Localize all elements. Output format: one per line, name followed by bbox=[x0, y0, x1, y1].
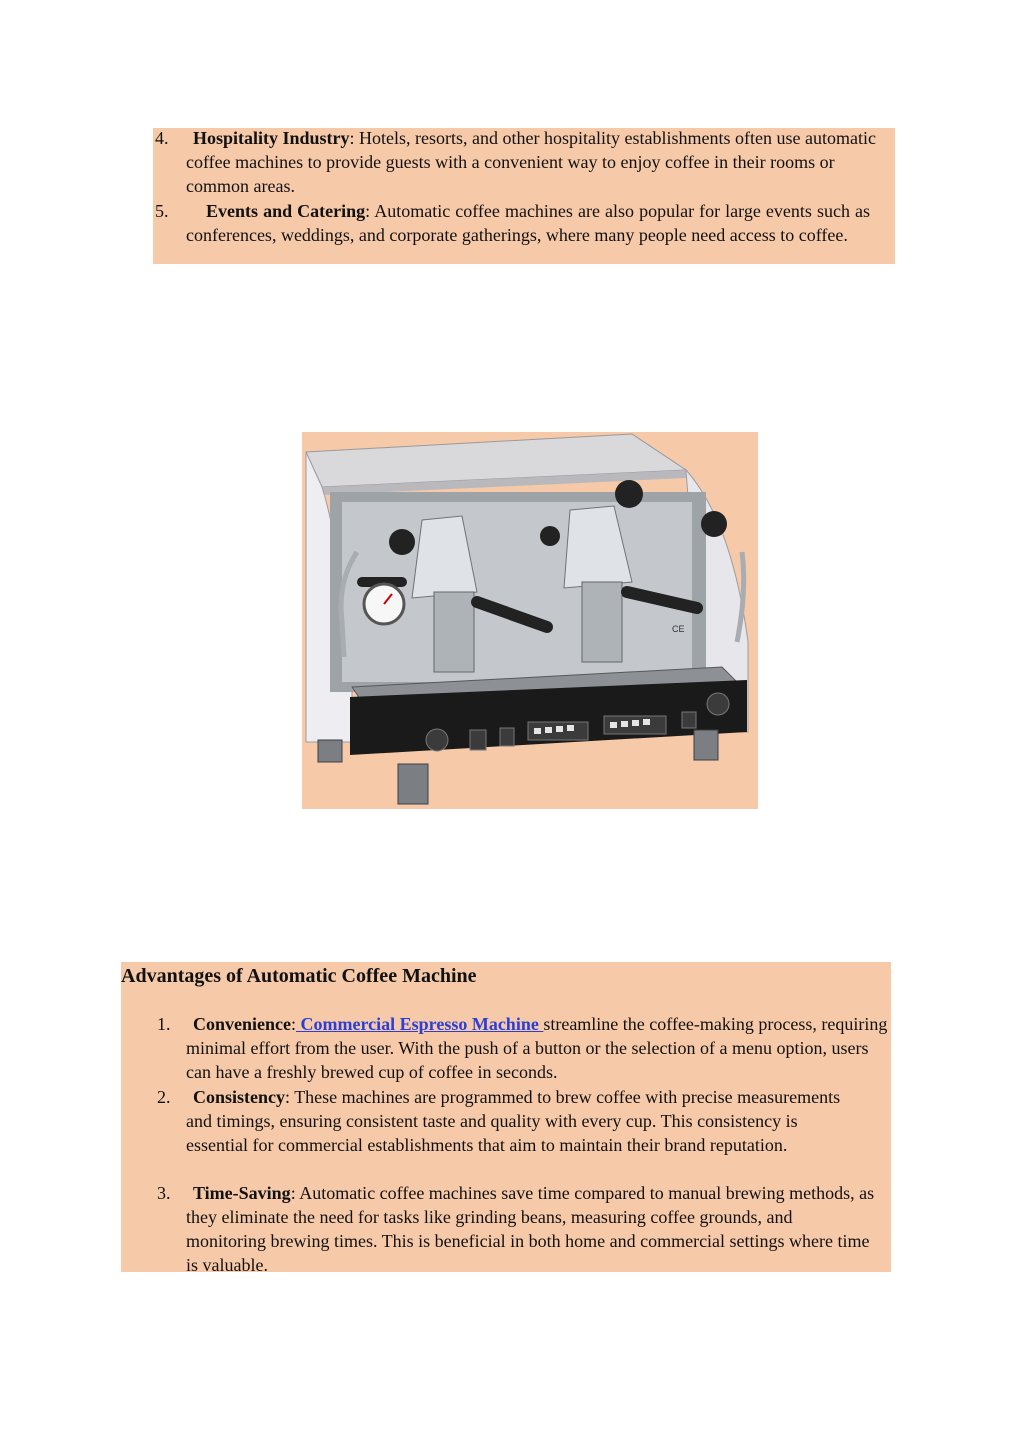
list-number: 1. bbox=[157, 1014, 171, 1034]
list-item-description: : Automatic coffee machines are also popular for large events such as conferences, weddings, and corporate gatherings, where many people need access to coffee. bbox=[186, 201, 870, 245]
commercial-espresso-machine-link[interactable]: Commercial Espresso Machine bbox=[296, 1014, 544, 1034]
list-item-term: Consistency bbox=[193, 1087, 286, 1107]
list-item-term: Convenience bbox=[193, 1014, 291, 1034]
list-item-term: Events and Catering bbox=[206, 201, 366, 221]
list-item-description: : Hotels, resorts, and other hospitality establishments often use automatic coffee machines to provide guests with a convenient way to enjoy coffee in their rooms or common areas. bbox=[186, 128, 876, 196]
list-number: 2. bbox=[157, 1087, 171, 1107]
list-number: 3. bbox=[157, 1183, 171, 1203]
list-item-text bbox=[186, 126, 891, 198]
list-item-description: : These machines are programmed to brew coffee with precise measurements and timings, ensuring consistent taste and quality with every cup. This consistency is essential for commercial establishments that aim to maintain their brand reputation. bbox=[186, 1087, 841, 1155]
list-item-text bbox=[186, 1012, 891, 1084]
list-item-text bbox=[186, 199, 870, 247]
espresso-machine-icon bbox=[302, 432, 758, 809]
list-item-text bbox=[186, 1181, 876, 1277]
list-item-term: Hospitality Industry bbox=[193, 128, 350, 148]
ce-mark: CE bbox=[672, 624, 685, 634]
espresso-machine-image bbox=[302, 432, 758, 809]
list-item-term: Time-Saving bbox=[193, 1183, 291, 1203]
section-heading: Advantages of Automatic Coffee Machine bbox=[121, 965, 477, 987]
list-item-description: : Automatic coffee machines save time compared to manual brewing methods, as they eliminate the need for tasks like grinding beans, measuring coffee grounds, and monitoring brewing times. This is beneficial in both home and commercial settings where time is valuable. bbox=[186, 1183, 875, 1275]
list-number: 4. bbox=[155, 128, 169, 148]
list-item-description: streamline the coffee-making process, requiring minimal effort from the user. With the push of a button or the selection of a menu option, users can have a freshly brewed cup of coffee in seconds. bbox=[186, 1014, 888, 1082]
list-item-colon: : bbox=[291, 1014, 297, 1034]
list-number: 5. bbox=[155, 201, 169, 221]
list-item-text bbox=[186, 1085, 856, 1157]
